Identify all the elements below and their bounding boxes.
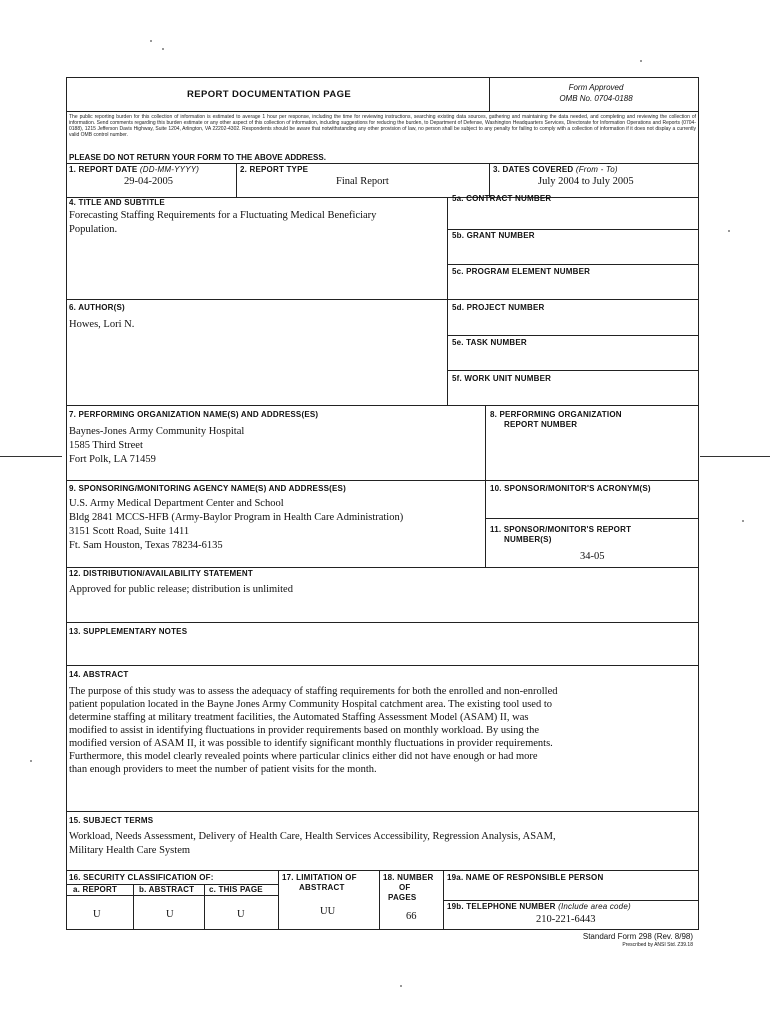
- report-documentation-form: [66, 77, 699, 930]
- telephone-value: 210-221-6443: [536, 914, 596, 925]
- performing-org-line-2: 1585 Third Street: [69, 440, 143, 451]
- sponsoring-org-line-1: U.S. Army Medical Department Center and School: [69, 498, 284, 509]
- form-title: REPORT DOCUMENTATION PAGE: [187, 89, 352, 100]
- pages-value: 66: [406, 911, 417, 922]
- pages-label-2: OF: [399, 883, 411, 892]
- authors-value: Howes, Lori N.: [69, 319, 135, 330]
- grant-number-label: 5b. GRANT NUMBER: [452, 231, 535, 240]
- limitation-label-2: ABSTRACT: [299, 883, 345, 892]
- report-date-label: 1. REPORT DATE (DD-MM-YYYY): [69, 165, 200, 174]
- abstract-line: The purpose of this study was to assess the adequacy of staffing requirements for both the enrolled and non-enrolled: [69, 686, 558, 697]
- scan-speck: [742, 520, 744, 522]
- prescribed-by: Prescribed by ANSI Std. Z39.18: [622, 942, 693, 948]
- abstract-line: determine staffing at military treatment facilities, the Automated Staffing Assessment Model (ASAM) II, was: [69, 712, 529, 723]
- title-label: 4. TITLE AND SUBTITLE: [69, 198, 165, 207]
- sponsoring-org-label: 9. SPONSORING/MONITORING AGENCY NAME(S) AND ADDRESS(ES): [69, 484, 346, 493]
- dates-covered-label: 3. DATES COVERED (From - To): [493, 165, 618, 174]
- contract-number-label: 5a. CONTRACT NUMBER: [452, 194, 552, 203]
- abstract-text: [69, 685, 694, 776]
- abstract-line: patient population located in the Bayne Jones Army Community Hospital catchment area. The existing tool used to: [69, 699, 552, 710]
- performing-report-label-2: REPORT NUMBER: [504, 420, 578, 429]
- report-type-value: Final Report: [336, 176, 389, 187]
- scan-edge-mark: [700, 456, 770, 457]
- pages-label-3: PAGES: [388, 893, 417, 902]
- scan-speck: [162, 48, 164, 50]
- sponsoring-org-line-2: Bldg 2841 MCCS-HFB (Army-Baylor Program in Health Care Administration): [69, 512, 404, 523]
- scan-speck: [640, 60, 642, 62]
- task-number-label: 5e. TASK NUMBER: [452, 338, 527, 347]
- subject-terms-line-1: Workload, Needs Assessment, Delivery of Health Care, Health Services Accessibility, Regression Analysis, ASAM,: [69, 831, 556, 842]
- responsible-person-label: 19a. NAME OF RESPONSIBLE PERSON: [447, 873, 604, 882]
- distribution-label: 12. DISTRIBUTION/AVAILABILITY STATEMENT: [69, 569, 253, 578]
- security-abstract-value: U: [166, 909, 174, 920]
- security-report-label: a. REPORT: [73, 885, 118, 894]
- abstract-line: modified to assist in identifying fluctuations in provider requirements based on monthly workload. By using the: [69, 725, 540, 736]
- distribution-value: Approved for public release; distribution is unlimited: [69, 584, 293, 595]
- omb-number: OMB No. 0704-0188: [559, 94, 633, 103]
- sponsoring-org-line-3: 3151 Scott Road, Suite 1411: [69, 526, 190, 537]
- performing-report-label-1: 8. PERFORMING ORGANIZATION: [490, 410, 622, 419]
- warning-text: PLEASE DO NOT RETURN YOUR FORM TO THE ABOVE ADDRESS.: [69, 153, 326, 162]
- scan-edge-mark: [0, 456, 62, 457]
- subject-terms-label: 15. SUBJECT TERMS: [69, 816, 154, 825]
- performing-org-line-3: Fort Polk, LA 71459: [69, 454, 156, 465]
- pages-label-1: 18. NUMBER: [383, 873, 434, 882]
- sponsor-report-label-1: 11. SPONSOR/MONITOR'S REPORT: [490, 525, 632, 534]
- sponsoring-org-line-4: Ft. Sam Houston, Texas 78234-6135: [69, 540, 223, 551]
- abstract-line: than enough providers to meet the number of patient visits for the month.: [69, 764, 377, 775]
- form-approved: Form Approved: [568, 83, 624, 92]
- supplementary-label: 13. SUPPLEMENTARY NOTES: [69, 627, 188, 636]
- scan-speck: [400, 985, 402, 987]
- abstract-line: Furthermore, this model clearly revealed points where particular clinics either did not have enough or had more: [69, 751, 538, 762]
- scan-speck: [150, 40, 152, 42]
- security-page-value: U: [237, 909, 245, 920]
- burden-notice: The public reporting burden for this collection of information is estimated to average 1 hour per response, including the time for reviewing instructions, searching existing data sources, gathering and maintaining the data needed, and completing and reviewing the collection of information. Send comments regarding this burden estimate or any other aspect of this collection of information, including suggestions for reducing the burden, to Department of Defense, Washington Headquarters Services, Directorate for Information Operations and Reports (0704-0188), 1215 Jefferson Davis Highway, Suite 1204, Arlington, VA 22202-4302. Respondents should be aware that notwithstanding any other provision of law, no person shall be subject to any penalty for failing to comply with a collection of information if it does not display a currently valid OMB control number.: [69, 114, 696, 138]
- title-line-2: Population.: [69, 224, 118, 235]
- security-abstract-label: b. ABSTRACT: [139, 885, 195, 894]
- sponsor-report-value: 34-05: [580, 551, 605, 562]
- title-line-1: Forecasting Staffing Requirements for a Fluctuating Medical Beneficiary: [69, 210, 377, 221]
- security-page-label: c. THIS PAGE: [209, 885, 263, 894]
- performing-org-label: 7. PERFORMING ORGANIZATION NAME(S) AND ADDRESS(ES): [69, 410, 319, 419]
- abstract-label: 14. ABSTRACT: [69, 670, 129, 679]
- subject-terms-line-2: Military Health Care System: [69, 845, 191, 856]
- security-report-value: U: [93, 909, 101, 920]
- telephone-label: 19b. TELEPHONE NUMBER (Include area code): [447, 902, 631, 911]
- scan-speck: [30, 760, 32, 762]
- standard-form-number: Standard Form 298 (Rev. 8/98): [582, 932, 693, 941]
- sponsor-report-label-2: NUMBER(S): [504, 535, 552, 544]
- security-label: 16. SECURITY CLASSIFICATION OF:: [69, 873, 214, 882]
- sponsor-acronym-label: 10. SPONSOR/MONITOR'S ACRONYM(S): [490, 484, 651, 493]
- report-type-label: 2. REPORT TYPE: [240, 165, 309, 174]
- abstract-line: modified version of ASAM II, it was possible to identify significant monthly fluctuations in provider requirements.: [69, 738, 553, 749]
- work-unit-label: 5f. WORK UNIT NUMBER: [452, 374, 552, 383]
- program-element-label: 5c. PROGRAM ELEMENT NUMBER: [452, 267, 591, 276]
- authors-label: 6. AUTHOR(S): [69, 303, 125, 312]
- scan-speck: [728, 230, 730, 232]
- report-date-value: 29-04-2005: [124, 176, 173, 187]
- project-number-label: 5d. PROJECT NUMBER: [452, 303, 545, 312]
- limitation-value: UU: [320, 906, 336, 917]
- dates-covered-value: July 2004 to July 2005: [538, 176, 634, 187]
- limitation-label-1: 17. LIMITATION OF: [282, 873, 357, 882]
- performing-org-line-1: Baynes-Jones Army Community Hospital: [69, 426, 245, 437]
